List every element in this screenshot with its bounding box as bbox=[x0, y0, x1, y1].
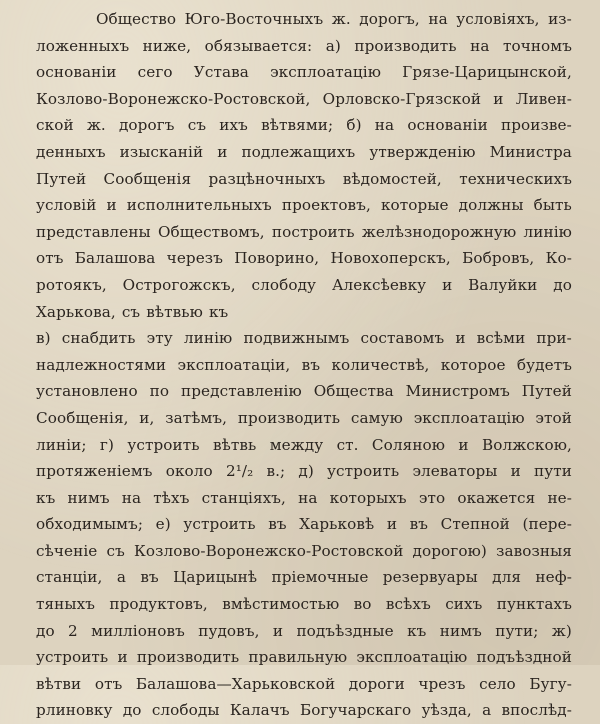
word: вѣтвями; bbox=[261, 116, 334, 135]
word: линіи; bbox=[36, 435, 87, 454]
text-line bbox=[36, 192, 572, 219]
word: впослѣд- bbox=[501, 701, 572, 720]
word: разцѣночныхъ bbox=[208, 169, 326, 188]
text-line bbox=[36, 618, 572, 645]
word: элеваторы bbox=[412, 462, 498, 481]
word: и, bbox=[139, 408, 155, 427]
word: въ bbox=[301, 355, 321, 374]
word: дороги bbox=[348, 674, 405, 693]
word: обязывается: bbox=[204, 36, 313, 55]
word: точномъ bbox=[502, 36, 572, 55]
word: тѣхъ bbox=[153, 488, 190, 507]
text-line bbox=[36, 325, 572, 352]
word: въ bbox=[409, 515, 429, 534]
word: устроить bbox=[183, 515, 256, 534]
word: и bbox=[117, 648, 128, 667]
text-line bbox=[36, 458, 572, 485]
word: около bbox=[165, 462, 213, 481]
word: Калачъ bbox=[229, 701, 290, 720]
text-line bbox=[36, 591, 572, 618]
word: количествѣ, bbox=[331, 355, 430, 374]
word: а bbox=[116, 568, 126, 587]
word: пути bbox=[533, 462, 572, 481]
word: до bbox=[36, 621, 55, 640]
word: въ bbox=[140, 568, 159, 587]
word: Козлово-Воронежско-Ростовской, bbox=[36, 89, 311, 108]
word: по bbox=[149, 382, 170, 401]
word: къ bbox=[36, 488, 56, 507]
word: эксплоатацію bbox=[413, 408, 525, 427]
word: представлены bbox=[36, 222, 151, 241]
word: съ bbox=[187, 116, 207, 135]
word: рлиновку bbox=[36, 701, 113, 720]
word: Новохоперскъ, bbox=[330, 249, 451, 268]
text-line bbox=[36, 485, 572, 512]
word: сего bbox=[137, 63, 173, 82]
word: протяженіемъ bbox=[36, 462, 153, 481]
word: затѣмъ, bbox=[165, 408, 228, 427]
word: сихъ bbox=[445, 595, 483, 614]
word: пудовъ, bbox=[198, 621, 260, 640]
word: Ко- bbox=[545, 249, 572, 268]
word: на bbox=[298, 488, 318, 507]
word: Юго-Восточныхъ bbox=[184, 10, 324, 28]
word: Путей bbox=[521, 382, 572, 401]
word: черезъ bbox=[166, 249, 223, 268]
word: до bbox=[122, 701, 142, 720]
word: подлежащихъ bbox=[241, 142, 356, 161]
word: произве- bbox=[501, 116, 572, 135]
word: Козлово-Воронежско-Ростовской bbox=[133, 541, 404, 560]
word: дорогою) bbox=[412, 541, 487, 560]
word: слободу bbox=[251, 275, 317, 294]
word: во bbox=[353, 595, 372, 614]
word: тяныхъ bbox=[36, 595, 96, 614]
word: вѣтви bbox=[36, 674, 82, 693]
word: этой bbox=[535, 408, 572, 427]
word: Общество bbox=[96, 10, 177, 28]
word: вѣтвью bbox=[146, 302, 203, 321]
word: нимъ bbox=[67, 488, 110, 507]
word: не- bbox=[547, 488, 572, 507]
text-line bbox=[36, 6, 572, 33]
word: ихъ bbox=[219, 116, 248, 135]
word: правильную bbox=[248, 648, 348, 667]
word: на bbox=[470, 36, 490, 55]
word: вмѣстимостью bbox=[222, 595, 340, 614]
word: это bbox=[418, 488, 446, 507]
word: изысканій bbox=[119, 142, 204, 161]
word: всѣхъ bbox=[385, 595, 431, 614]
word: 2 bbox=[68, 621, 78, 640]
word: составомъ bbox=[360, 329, 445, 348]
word: эксплоатацію bbox=[270, 63, 382, 82]
word: чрезъ bbox=[418, 674, 466, 693]
word: Соляною bbox=[371, 435, 446, 454]
word: и bbox=[217, 142, 228, 161]
text-line bbox=[36, 671, 572, 698]
word: устроить bbox=[327, 462, 400, 481]
word: основаніи bbox=[36, 63, 117, 82]
word: въ bbox=[268, 515, 287, 534]
text-line bbox=[36, 59, 572, 86]
word: Сообщенія bbox=[103, 169, 192, 188]
word: Балашова bbox=[74, 249, 156, 268]
text-line bbox=[36, 352, 572, 379]
word: которое bbox=[440, 355, 506, 374]
word: построить bbox=[271, 222, 355, 241]
word: между bbox=[269, 435, 324, 454]
text-line bbox=[36, 139, 572, 166]
word: из- bbox=[548, 10, 572, 28]
word: которыхъ bbox=[329, 488, 407, 507]
word: обходимымъ; bbox=[36, 515, 144, 534]
text-line bbox=[36, 112, 572, 139]
text-line bbox=[36, 245, 572, 272]
word: линію bbox=[523, 222, 572, 241]
word: пути; bbox=[495, 621, 539, 640]
word: Обществомъ, bbox=[157, 222, 265, 241]
word: всѣми bbox=[476, 329, 526, 348]
word: а bbox=[482, 701, 492, 720]
word: техническихъ bbox=[459, 169, 572, 188]
word: Харькова, bbox=[36, 302, 116, 321]
word: на bbox=[121, 488, 142, 507]
word: пунктахъ bbox=[496, 595, 572, 614]
word: г) bbox=[99, 435, 114, 454]
word: подъѣздной bbox=[476, 648, 572, 667]
word: къ bbox=[407, 621, 427, 640]
word: станціи, bbox=[36, 568, 103, 587]
word: станціяхъ, bbox=[201, 488, 286, 507]
word: в.; bbox=[266, 462, 286, 481]
word: до bbox=[553, 275, 572, 294]
word: Степной bbox=[440, 515, 510, 534]
word: условіяхъ, bbox=[456, 10, 540, 28]
word: денныхъ bbox=[36, 142, 106, 161]
word: Алексѣевку bbox=[331, 275, 427, 294]
text-line bbox=[36, 564, 572, 591]
word: нимъ bbox=[439, 621, 482, 640]
text-line bbox=[36, 538, 572, 565]
word: будетъ bbox=[516, 355, 572, 374]
word: къ bbox=[208, 302, 229, 321]
word: 2¹/₂ bbox=[225, 462, 254, 481]
word: село bbox=[479, 674, 516, 693]
word: и bbox=[272, 621, 284, 640]
word: отъ bbox=[94, 674, 123, 693]
word: Острогожскъ, bbox=[122, 275, 236, 294]
word: должны bbox=[458, 196, 524, 215]
word: желѣзнодорожную bbox=[361, 222, 517, 241]
word: (пере- bbox=[522, 515, 572, 534]
word: утвержденію bbox=[369, 142, 476, 161]
word: д) bbox=[298, 462, 314, 481]
word: сѣченіе bbox=[36, 541, 98, 560]
word: представленію bbox=[181, 382, 302, 401]
word: и bbox=[386, 515, 398, 534]
word: Министра bbox=[489, 142, 572, 161]
word: Валуйки bbox=[468, 275, 538, 294]
word: резервуары bbox=[382, 568, 478, 587]
word: а) bbox=[325, 36, 341, 55]
word: неф- bbox=[535, 568, 572, 587]
text-line bbox=[36, 644, 572, 671]
text-line bbox=[36, 86, 572, 113]
word: эту bbox=[146, 329, 173, 348]
word: ст. bbox=[336, 435, 359, 454]
word: производить bbox=[237, 408, 341, 427]
word: условій bbox=[36, 196, 97, 215]
text-line bbox=[36, 33, 572, 60]
word: подвижнымъ bbox=[243, 329, 350, 348]
word: вѣтвь bbox=[212, 435, 257, 454]
text-line bbox=[36, 432, 572, 459]
word: ж. bbox=[86, 116, 106, 135]
word: ж) bbox=[551, 621, 572, 640]
word: Орловско-Грязской bbox=[322, 89, 482, 108]
word: пріемочные bbox=[271, 568, 369, 587]
word: дорогъ, bbox=[359, 10, 420, 28]
word: устроить bbox=[127, 435, 200, 454]
word: и bbox=[455, 329, 466, 348]
text-line bbox=[36, 219, 572, 246]
word: Устава bbox=[193, 63, 249, 82]
word: на bbox=[428, 10, 448, 28]
word: снабдить bbox=[61, 329, 136, 348]
word: ской bbox=[36, 116, 74, 135]
text-line bbox=[36, 166, 572, 193]
text-line bbox=[36, 405, 572, 432]
word: Богучарскаго bbox=[299, 701, 412, 720]
word: и bbox=[510, 462, 521, 481]
word: уѣзда, bbox=[421, 701, 472, 720]
word: Бобровъ, bbox=[462, 249, 535, 268]
word: вѣдомостей, bbox=[342, 169, 442, 188]
word: установлено bbox=[36, 382, 138, 401]
text-line bbox=[36, 272, 572, 299]
text-line bbox=[36, 299, 572, 326]
word: продуктовъ, bbox=[109, 595, 208, 614]
word: Поворино, bbox=[234, 249, 320, 268]
word: Бугу- bbox=[529, 674, 572, 693]
word: производить bbox=[354, 36, 457, 55]
word: Харьковѣ bbox=[299, 515, 375, 534]
word: Царицынѣ bbox=[173, 568, 258, 587]
word: при- bbox=[536, 329, 572, 348]
word: слободы bbox=[151, 701, 220, 720]
word: Ливен- bbox=[515, 89, 572, 108]
word: отъ bbox=[36, 249, 64, 268]
word: Волжскою, bbox=[481, 435, 572, 454]
word: производить bbox=[136, 648, 240, 667]
word: е) bbox=[155, 515, 171, 534]
word: самую bbox=[350, 408, 403, 427]
word: завозныя bbox=[496, 541, 572, 560]
word: устроить bbox=[36, 648, 109, 667]
word: Министромъ bbox=[405, 382, 510, 401]
word: подъѣздные bbox=[296, 621, 394, 640]
word: дорогъ bbox=[118, 116, 175, 135]
word: в) bbox=[36, 329, 51, 348]
word: и bbox=[106, 196, 117, 215]
word: ж. bbox=[331, 10, 351, 28]
word: проектовъ, bbox=[281, 196, 371, 215]
word: Грязе-Царицынской, bbox=[402, 63, 572, 82]
word: ниже, bbox=[142, 36, 192, 55]
word: Сообщенія, bbox=[36, 408, 129, 427]
word: ротоякъ, bbox=[36, 275, 107, 294]
word: быть bbox=[533, 196, 572, 215]
word: основаніи bbox=[407, 116, 488, 135]
word: и bbox=[442, 275, 453, 294]
word: эксплоатацію bbox=[356, 648, 468, 667]
word: съ bbox=[106, 541, 125, 560]
word: для bbox=[492, 568, 522, 587]
word: исполнительныхъ bbox=[126, 196, 272, 215]
word: съ bbox=[121, 302, 141, 321]
word: и bbox=[458, 435, 469, 454]
word: б) bbox=[346, 116, 362, 135]
word: окажется bbox=[457, 488, 536, 507]
text-line bbox=[36, 697, 572, 724]
text-line bbox=[36, 511, 572, 538]
word: милліоновъ bbox=[91, 621, 185, 640]
word: ложенныхъ bbox=[36, 36, 130, 55]
word: надлежностями bbox=[36, 355, 167, 374]
word: которые bbox=[380, 196, 449, 215]
word: Балашова—Харьковской bbox=[135, 674, 336, 693]
text-line bbox=[36, 378, 572, 405]
word: Общества bbox=[313, 382, 394, 401]
word: и bbox=[493, 89, 504, 108]
word: Путей bbox=[36, 169, 87, 188]
word: эксплоатаціи, bbox=[177, 355, 291, 374]
word: на bbox=[374, 116, 395, 135]
word: линію bbox=[183, 329, 233, 348]
